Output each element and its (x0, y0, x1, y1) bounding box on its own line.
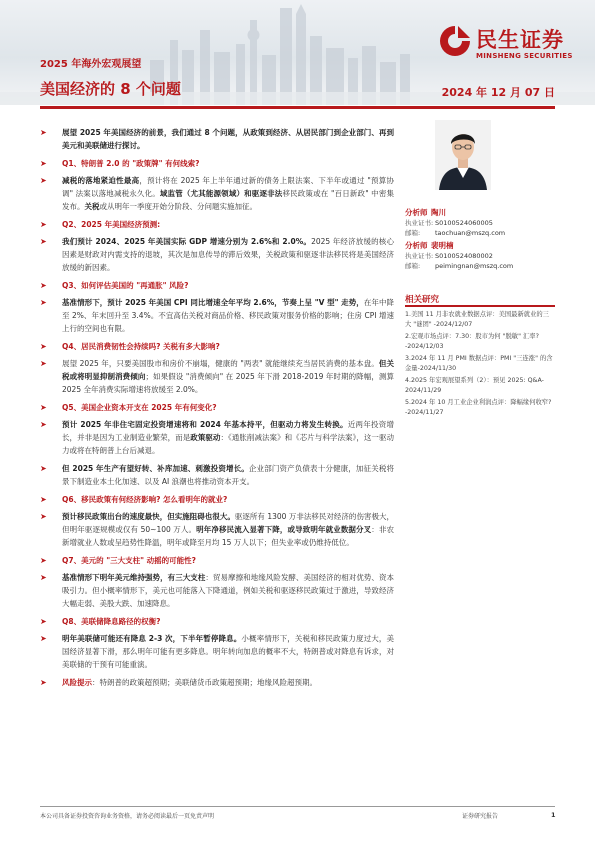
footer-disclaimer: 本公司具备证券投资咨询业务资格，请务必阅读最后一页免责声明 (40, 813, 215, 820)
bullet-arrow-icon: ➤ (40, 464, 47, 473)
cert-label: 执业证书: (405, 252, 434, 260)
question-heading: ➤ Q6、移民政策有何经济影响? 怎么看明年的就业? (40, 495, 228, 504)
bullet-arrow-icon: ➤ (40, 617, 47, 626)
question-heading: ➤ Q8、美联储降息路径的权衡? (40, 617, 161, 626)
question-heading: ➤ Q1、特朗普 2.0 的 "政策牌" 有何线索? (40, 159, 200, 168)
bullet-arrow-icon: ➤ (40, 634, 47, 643)
bullet-arrow-icon: ➤ (40, 176, 47, 185)
question-heading: ➤ Q4、居民消费韧性会持续吗? 关税有多大影响? (40, 342, 220, 351)
summary-paragraph: ➤ 展望 2025 年，只要美国股市和房价不崩塌，健康的 "两表" 就能继续充当居民消费的基本盘。但关税或将明显抑制消费倾向；如果假设 "消费倾向" 在 2025 年下滑 2018-2019 年时期的降幅，测算 2025 全年消费实际增速将放缓至 2.0%。 (40, 359, 395, 394)
footer-report-type: 证券研究报告 (462, 813, 499, 820)
question-heading: ➤ Q5、美国企业资本开支在 2025 年有何变化? (40, 403, 217, 412)
question-heading: ➤ Q7、美元的 "三大支柱" 动摇的可能性? (40, 556, 196, 565)
summary-paragraph: ➤ 我们预计 2024、2025 年美国实际 GDP 增速分别为 2.6%和 2.0%。2025 年经济放缓的核心因素是财政对内需支持的退坡，其次是加息传导的滞后效果，关税政策和驱逐非法移民将是美国经济放缓的新因素。 (40, 237, 394, 272)
summary-paragraph: ➤ 但 2025 年生产有望好转、补库加速、刺激投资增长。企业部门资产负债表十分健康，加征关税将景下制造业本土化加速、以及 AI 浪潮也将推动资本开支。 (40, 464, 394, 486)
bullet-arrow-icon: ➤ (40, 678, 47, 687)
summary-column (40, 126, 394, 694)
report-title: 美国经济的 8 个问题 (40, 80, 181, 98)
related-research-item[interactable]: 2.宏观市场点评：7.30：股市为何 "脱敏" 汇率? -2024/12/03 (405, 333, 539, 350)
report-series: 2025 年海外宏观展望 (40, 59, 142, 70)
question-heading: ➤ Q3、如何评估美国的 "再通胀" 风险? (40, 281, 189, 290)
page-number: 1 (551, 811, 556, 819)
risk-warning: ➤ 风险提示：特朗普的政策超预期；美联储货币政策超预期；地缘风险超预期。 (40, 678, 317, 687)
bullet-arrow-icon: ➤ (40, 556, 47, 565)
bullet-arrow-icon: ➤ (40, 512, 47, 521)
bullet-arrow-icon: ➤ (40, 281, 47, 290)
analyst-name: 裴明楠 (431, 241, 454, 250)
summary-paragraph: ➤ 减税的落地紧迫性最高，预计将在 2025 年上半年通过新的债务上限法案、下半年或通过 "预算协调" 法案以落地减税永久化。域监管（尤其能源领域）和驱逐非法移民政策或在 "百日新政" 中密集发布。关税或从明年一季度开始分阶段、分问题实施加征。 (40, 176, 395, 211)
analyst-email[interactable]: taochuan@mszq.com (435, 229, 506, 237)
summary-paragraph: ➤ 基准情形下，预计 2025 年美国 CPI 同比增速全年平均 2.6%，节奏上呈 "V 型" 走势，在年中降至 2%、年末回升至 3.4%。不宜高估关税对商品价格、移民政策对服务价格的影响；住房 CPI 增速上行的空间也有限。 (40, 298, 394, 333)
cert-number: S0100524080002 (435, 252, 493, 260)
summary-paragraph: ➤ 展望 2025 年美国经济的前景，我们通过 8 个问题，从政策到经济、从居民部门到企业部门、再到美元和美联储进行探讨。 (40, 128, 394, 150)
email-label: 邮箱: (405, 262, 421, 270)
bullet-arrow-icon: ➤ (40, 403, 47, 412)
footer-divider (40, 806, 555, 807)
related-research-item[interactable]: 5.2024 年 10 月工业企业利润点评：降幅缘何收窄? -2024/11/27 (405, 399, 552, 416)
bullet-arrow-icon: ➤ (40, 220, 47, 229)
bullet-arrow-icon: ➤ (40, 298, 47, 307)
summary-paragraph: ➤ 预计移民政策出台的速度最快，但实施阻碍也很大。驱逐所有 1300 万非法移民对经济的伤害极大，但明年驱逐规模或仅有 50~100 万人。明年净移民流入显著下降，或导致明年就业数据分叉：非农新增就业人数或呈趋势性降温，明年或降至月均 15 万人以下；但失业率或仍维持低位。 (40, 512, 395, 547)
bullet-arrow-icon: ➤ (40, 128, 47, 137)
bullet-arrow-icon: ➤ (40, 495, 47, 504)
analyst-photo (435, 120, 491, 190)
bullet-arrow-icon: ➤ (40, 237, 47, 246)
analyst-email[interactable]: peimingnan@mszq.com (435, 262, 514, 270)
summary-paragraph: ➤ 明年美联储可能还有降息 2-3 次，下半年暂停降息。小概率情形下，关税和移民政策力度过大，美国经济显著下滑，那么明年可能有更多降息。明年转向加息的概率不大，特朗普或对降息有诉求，对美联储的干预有可能重演。 (40, 634, 394, 669)
related-divider (405, 305, 555, 307)
analyst-name: 陶川 (431, 208, 446, 217)
bullet-arrow-icon: ➤ (40, 159, 47, 168)
analyst-role: 分析师 (405, 208, 428, 217)
cert-label: 执业证书: (405, 219, 434, 227)
bullet-arrow-icon: ➤ (40, 420, 47, 429)
related-research-item[interactable]: 4.2025 年宏观展望系列（2）：预见 2025: Q&A-2024/11/29 (405, 377, 544, 394)
analyst-portrait-image (435, 120, 491, 190)
bullet-arrow-icon: ➤ (40, 342, 47, 351)
cert-number: S0100524060005 (435, 219, 493, 227)
report-date: 2024 年 12 月 07 日 (441, 86, 555, 99)
analyst-card (405, 208, 555, 238)
title-divider (40, 106, 555, 109)
minsheng-logo-icon (438, 24, 472, 56)
logo-english-text: MINSHENG SECURITIES (476, 52, 573, 60)
related-research-list (405, 310, 555, 420)
analyst-card (405, 241, 555, 271)
related-research-heading: 相关研究 (405, 295, 440, 305)
summary-paragraph: ➤ 基准情形下明年美元维持强势，有三大支柱：贸易摩擦和地缘风险发酵、美国经济的相对优势、资本吸引力。但小概率情形下，美元也可能落入下降通道，例如关税和驱逐移民政策过于激进，导致经济大幅走弱、美股大跌、加速降息。 (40, 573, 395, 608)
analyst-role: 分析师 (405, 241, 428, 250)
question-heading: ➤ Q2、2025 年美国经济预测: (40, 220, 161, 229)
logo-chinese-text: 民生证券 (476, 28, 564, 52)
related-research-item[interactable]: 1.美国 11 月非农就业数据点评：美国最新就业的三大 "谜团" -2024/12/07 (405, 311, 549, 328)
bullet-arrow-icon: ➤ (40, 359, 47, 368)
bullet-arrow-icon: ➤ (40, 573, 47, 582)
email-label: 邮箱: (405, 229, 421, 237)
summary-paragraph: ➤ 预计 2025 年非住宅固定投资增速将和 2024 年基本持平，但驱动力将发生转换。近两年投资增长，并非是因为工业制造业繁荣，而是政策驱动：《通胀削减法案》和《芯片与科学法案》，这一驱动力或将在特朗普上台后减退。 (40, 420, 395, 455)
related-research-item[interactable]: 3.2024 年 11 月 PMI 数据点评：PMI "三连涨" 的含金量-2024/11/30 (405, 355, 553, 372)
company-logo (438, 24, 588, 69)
